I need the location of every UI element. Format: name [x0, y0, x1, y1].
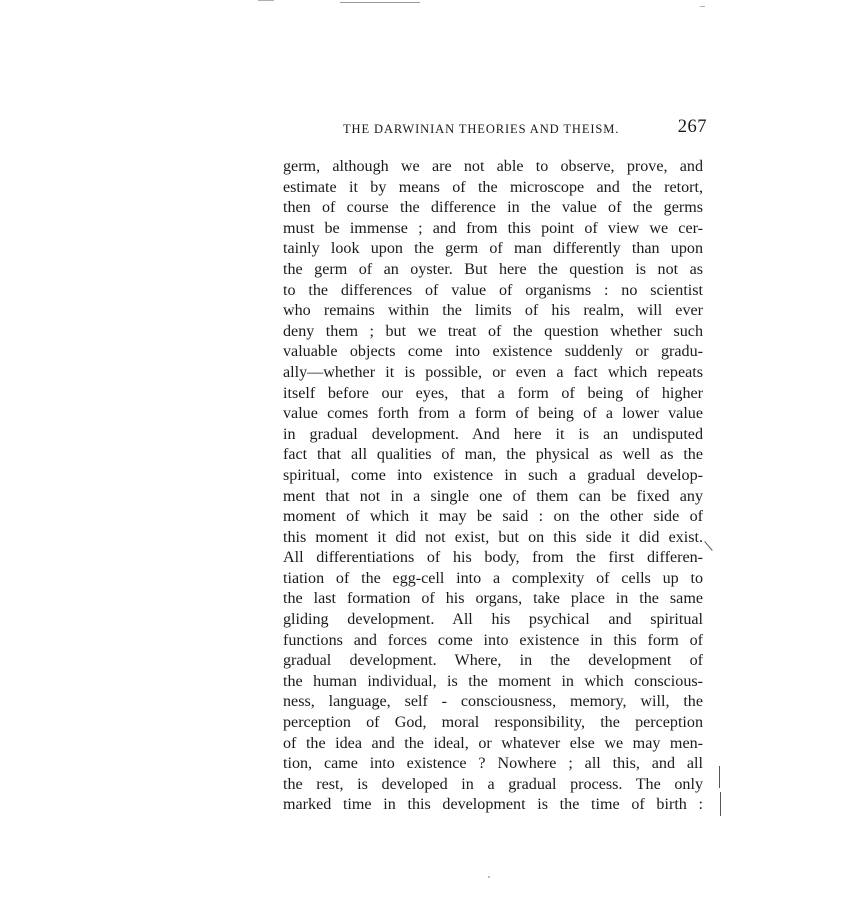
text-line: tion, came into existence ? Nowhere ; all this, and all — [283, 755, 703, 773]
text-line: gliding development. All his psychical and spiritual — [283, 611, 703, 629]
text-line: this moment it did not exist, but on this side it did exist. — [283, 528, 703, 546]
text-line: functions and forces come into existence in this form of — [283, 631, 703, 649]
text-line: estimate it by means of the microscope and the retort, — [283, 178, 703, 196]
body-text — [283, 157, 703, 816]
scan-artifact — [340, 2, 420, 3]
text-line: who remains within the limits of his realm, will ever — [283, 302, 703, 320]
text-line: gradual development. Where, in the development of — [283, 652, 703, 670]
text-line: value comes forth from a form of being of a lower value — [283, 405, 703, 423]
text-line: the rest, is developed in a gradual process. The only — [283, 775, 703, 793]
text-line: fact that all qualities of man, the physical as well as the — [283, 446, 703, 464]
text-line: spiritual, come into existence in such a gradual develop- — [283, 466, 703, 484]
text-line: ally—whether it is possible, or even a fact which repeats — [283, 363, 703, 381]
running-title: THE DARWINIAN THEORIES AND THEISM. — [343, 122, 620, 136]
text-line: tainly look upon the germ of man differently than upon — [283, 240, 703, 258]
text-line: moment of which it may be said : on the other side of — [283, 508, 703, 526]
text-line: All differentiations of his body, from the first differen- — [283, 549, 703, 567]
text-line: marked time in this development is the time of birth : — [283, 796, 703, 814]
text-line: the germ of an oyster. But here the question is not as — [283, 260, 703, 278]
text-line: itself before our eyes, that a form of being of higher — [283, 384, 703, 402]
text-line: germ, although we are not able to observe, prove, and — [283, 158, 703, 175]
text-line: to the differences of value of organisms : no scientist — [283, 281, 703, 299]
text-line: the last formation of his organs, take place in the same — [283, 590, 703, 608]
page-number: 267 — [677, 117, 707, 137]
scan-artifact — [488, 876, 490, 878]
text-line: deny them ; but we treat of the question whether such — [283, 322, 703, 340]
scan-artifact — [700, 6, 705, 7]
scan-artifact — [258, 0, 274, 1]
margin-pencil-mark — [704, 541, 712, 551]
text-line: the human individual, is the moment in which conscious- — [283, 672, 703, 690]
text-line: ment that not in a single one of them can be fixed any — [283, 487, 703, 505]
text-line: then of course the difference in the value of the germs — [283, 199, 703, 217]
text-line: tiation of the egg-cell into a complexity of cells up to — [283, 569, 703, 587]
text-line: perception of God, moral responsibility, the perception — [283, 714, 703, 732]
text-line: must be immense ; and from this point of view we cer- — [283, 219, 703, 237]
text-line: of the idea and the ideal, or whatever else we may men- — [283, 734, 703, 752]
text-line: in gradual development. And here it is an undisputed — [283, 425, 703, 443]
margin-pencil-mark — [720, 792, 721, 816]
margin-pencil-mark — [719, 766, 720, 788]
running-head — [283, 117, 707, 141]
text-line: ness, language, self - consciousness, memory, will, the — [283, 693, 703, 711]
text-line: valuable objects come into existence suddenly or gradu- — [283, 343, 703, 361]
